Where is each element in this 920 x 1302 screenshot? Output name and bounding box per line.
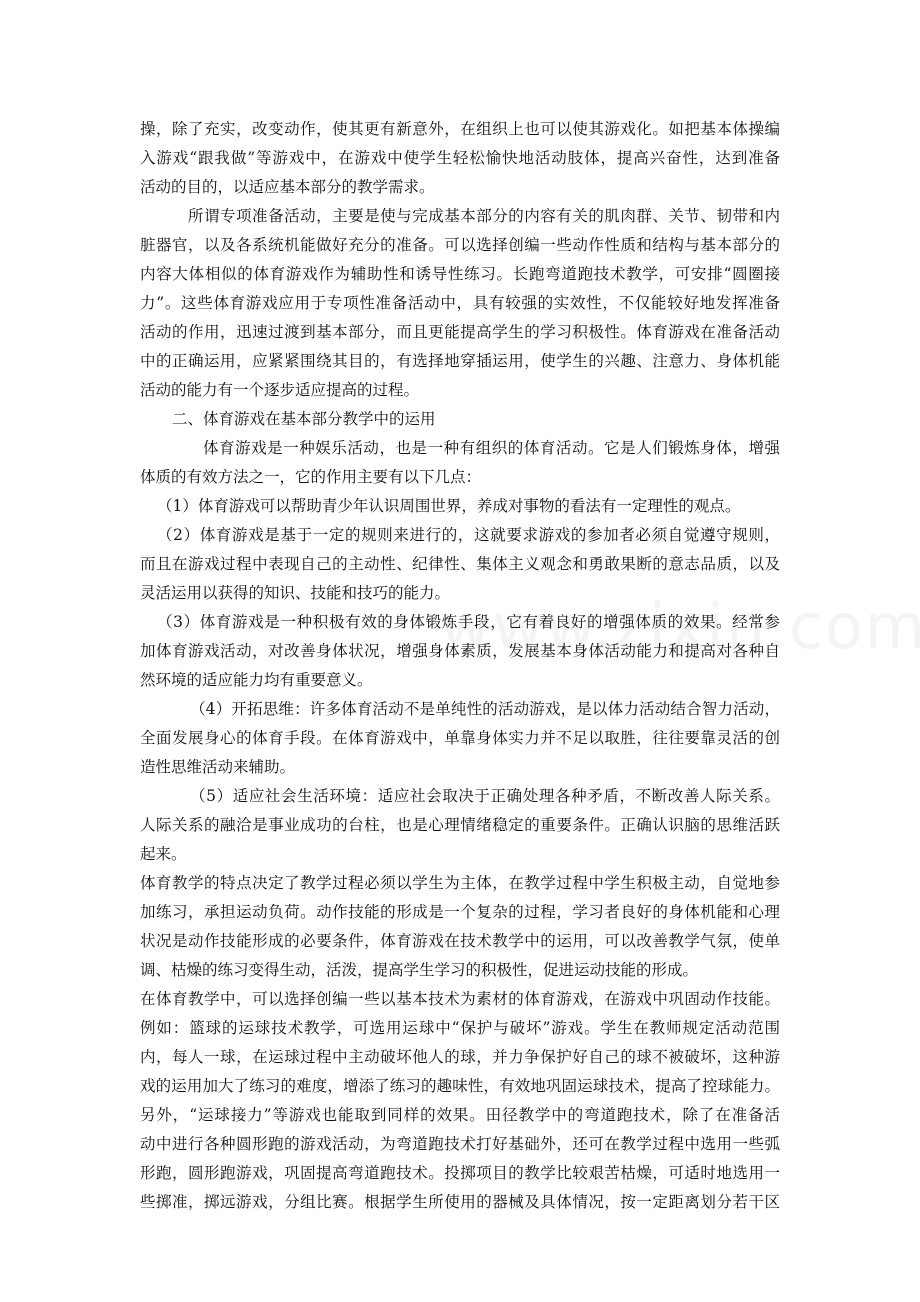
text-line: 戏的运用加大了练习的难度，增添了练习的趣味性，有效地巩固运球技术，提高了控球能力。 — [140, 1077, 780, 1095]
text-line: 活动的目的，以适应基本部分的教学需求。 — [140, 178, 435, 196]
text-line: 力”。这些体育游戏应用于专项性准备活动中，具有较强的实效性，不仅能较好地发挥准备 — [140, 294, 780, 312]
text-line: 动中进行各种圆形跑的游戏活动，为弯道跑技术打好基础外，还可在教学过程中选用一些弧 — [140, 1135, 780, 1153]
text-line: 体质的有效方法之一，它的作用主要有以下几点： — [140, 468, 482, 486]
text-line: 体育教学的特点决定了教学过程必须以学生为主体，在教学过程中学生积极主动，自觉地参 — [140, 874, 780, 892]
text-line: 在体育教学中，可以选择创编一些以基本技术为素材的体育游戏，在游戏中巩固动作技能。 — [140, 990, 780, 1008]
text-line: 形跑，圆形跑游戏，巩固提高弯道跑技术。投掷项目的教学比较艰苦枯燥，可适时地选用一 — [140, 1164, 780, 1182]
list-item-3: （3）体育游戏是一种积极有效的身体锻炼手段，它有着良好的增强体质的效果。经常参 — [157, 613, 780, 631]
text-line: 入游戏“跟我做”等游戏中，在游戏中使学生轻松愉快地活动肢体，提高兴奋性，达到准备 — [140, 149, 780, 167]
text-line: 活动的能力有一个逐步适应提高的过程。 — [140, 381, 420, 399]
text-line: 加体育游戏活动，对改善身体状况，增强身体素质，发展基本身体活动能力和提高对各种自 — [140, 642, 780, 660]
text-line: 些掷准，掷远游戏，分组比赛。根据学生所使用的器械及具体情况，按一定距离划分若干区 — [140, 1193, 780, 1211]
text-line: 调、枯燥的练习变得生动，活泼，提高学生学习的积极性，促进运动技能的形成。 — [140, 961, 699, 979]
text-line: 内容大体相似的体育游戏作为辅助性和诱导性练习。长跑弯道跑技术教学，可安排“圆圈接 — [140, 265, 780, 283]
list-item-5: （5）适应社会生活环境：适应社会取决于正确处理各种矛盾，不断改善人际关系。 — [190, 787, 780, 805]
text-line: 人际关系的融洽是事业成功的台柱，也是心理情绪稳定的重要条件。正确认识脑的思维活跃 — [140, 816, 780, 834]
list-item-1: （1）体育游戏可以帮助青少年认识周围世界，养成对事物的看法有一定理性的观点。 — [157, 497, 741, 515]
text-line: 加练习，承担运动负荷。动作技能的形成是一个复杂的过程，学习者良好的身体机能和心理 — [140, 903, 780, 921]
text-line: 所谓专项准备活动，主要是使与完成基本部分的内容有关的肌肉群、关节、韧带和内 — [188, 207, 780, 225]
list-item-2: （2）体育游戏是基于一定的规则来进行的，这就要求游戏的参加者必须自觉遵守规则， — [157, 526, 780, 544]
text-line: 体育游戏是一种娱乐活动，也是一种有组织的体育活动。它是人们锻炼身体，增强 — [203, 439, 780, 457]
text-line: 灵活运用以获得的知识、技能和技巧的能力。 — [140, 584, 451, 602]
text-line: 然环境的适应能力均有重要意义。 — [140, 671, 373, 689]
text-line: 起来。 — [140, 845, 187, 863]
text-line: 造性思维活动来辅助。 — [140, 758, 296, 776]
text-line: 而且在游戏过程中表现自己的主动性、纪律性、集体主义观念和勇敢果断的意志品质，以及 — [140, 555, 780, 573]
section-heading: 二、体育游戏在基本部分教学中的运用 — [172, 410, 436, 428]
list-item-4: （4）开拓思维：许多体育活动不是单纯性的活动游戏，是以体力活动结合智力活动， — [190, 700, 780, 718]
text-line: 另外，“运球接力”等游戏也能取到同样的效果。田径教学中的弯道跑技术，除了在准备活 — [140, 1106, 780, 1124]
text-line: 中的正确运用，应紧紧围绕其目的，有选择地穿插运用，使学生的兴趣、注意力、身体机能 — [140, 352, 780, 370]
text-line: 内，每人一球，在运球过程中主动破坏他人的球，并力争保护好自己的球不被破坏，这种游 — [140, 1048, 780, 1066]
text-line: 操，除了充实，改变动作，使其更有新意外，在组织上也可以使其游戏化。如把基本体操编 — [140, 120, 780, 138]
text-line: 脏器官，以及各系统机能做好充分的准备。可以选择创编一些动作性质和结构与基本部分的 — [140, 236, 780, 254]
text-line: 状况是动作技能形成的必要条件，体育游戏在技术教学中的运用，可以改善教学气氛，使单 — [140, 932, 780, 950]
text-line: 例如：篮球的运球技术教学，可选用运球中“保护与破坏”游戏。学生在教师规定活动范围 — [140, 1019, 780, 1037]
text-line: 活动的作用，迅速过渡到基本部分，而且更能提高学生的学习积极性。体育游戏在准备活动 — [140, 323, 780, 341]
text-line: 全面发展身心的体育手段。在体育游戏中，单靠身体实力并不足以取胜，往往要靠灵活的创 — [140, 729, 780, 747]
